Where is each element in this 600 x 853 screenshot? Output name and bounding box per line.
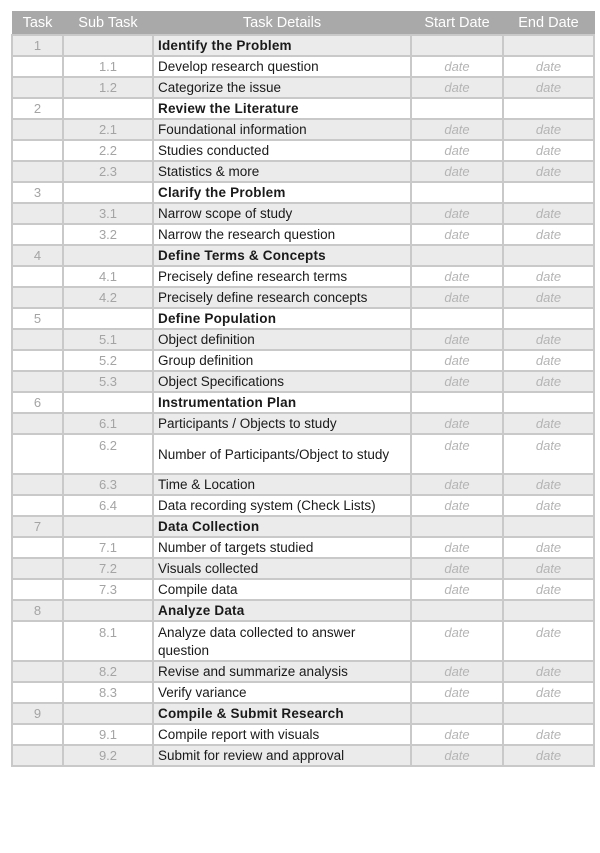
end-date-cell: date: [503, 682, 594, 703]
subtask-row: [12, 266, 594, 287]
start-date-cell: date: [411, 661, 503, 682]
subtask-row: [12, 579, 594, 600]
start-date-cell: date: [411, 558, 503, 579]
subtask-number-cell: [63, 308, 153, 329]
subtask-number-cell: 4.1: [63, 266, 153, 287]
end-date-cell: date: [503, 203, 594, 224]
end-date-cell: date: [503, 724, 594, 745]
end-date-cell: [503, 98, 594, 119]
task-number-cell: [12, 495, 63, 516]
task-title-cell: Identify the Problem: [153, 35, 411, 56]
start-date-cell: date: [411, 621, 503, 661]
subtask-detail-cell: Categorize the issue: [153, 77, 411, 98]
subtask-detail-cell: Narrow scope of study: [153, 203, 411, 224]
subtask-number-cell: 8.3: [63, 682, 153, 703]
task-number-cell: 3: [12, 182, 63, 203]
subtask-number-cell: [63, 98, 153, 119]
task-row: [12, 308, 594, 329]
header-row: [12, 12, 594, 36]
subtask-number-cell: 6.3: [63, 474, 153, 495]
subtask-detail-cell: Narrow the research question: [153, 224, 411, 245]
subtask-detail-cell: Studies conducted: [153, 140, 411, 161]
subtask-detail-cell: Object definition: [153, 329, 411, 350]
end-date-cell: [503, 703, 594, 724]
subtask-number-cell: 2.1: [63, 119, 153, 140]
task-number-cell: 9: [12, 703, 63, 724]
subtask-row: [12, 371, 594, 392]
task-row: [12, 392, 594, 413]
subtask-number-cell: [63, 245, 153, 266]
start-date-cell: date: [411, 434, 503, 474]
subtask-row: [12, 621, 594, 661]
task-title-cell: Compile & Submit Research: [153, 703, 411, 724]
end-date-cell: date: [503, 224, 594, 245]
subtask-number-cell: [63, 703, 153, 724]
task-number-cell: [12, 161, 63, 182]
end-date-cell: date: [503, 434, 594, 474]
header-start-date: Start Date: [411, 12, 503, 36]
subtask-number-cell: [63, 600, 153, 621]
end-date-cell: date: [503, 119, 594, 140]
start-date-cell: date: [411, 77, 503, 98]
start-date-cell: [411, 245, 503, 266]
task-number-cell: 6: [12, 392, 63, 413]
end-date-cell: [503, 245, 594, 266]
end-date-cell: date: [503, 621, 594, 661]
subtask-row: [12, 161, 594, 182]
subtask-detail-cell: Number of Participants/Object to study: [153, 434, 411, 474]
header-sub-task: Sub Task: [63, 12, 153, 36]
subtask-number-cell: 6.1: [63, 413, 153, 434]
subtask-row: [12, 413, 594, 434]
subtask-detail-cell: Compile report with visuals: [153, 724, 411, 745]
subtask-detail-cell: Submit for review and approval: [153, 745, 411, 766]
task-schedule-table-container: [11, 11, 593, 767]
end-date-cell: [503, 600, 594, 621]
end-date-cell: date: [503, 266, 594, 287]
start-date-cell: date: [411, 140, 503, 161]
start-date-cell: date: [411, 287, 503, 308]
subtask-number-cell: 5.1: [63, 329, 153, 350]
end-date-cell: [503, 516, 594, 537]
task-number-cell: [12, 56, 63, 77]
end-date-cell: date: [503, 287, 594, 308]
end-date-cell: date: [503, 474, 594, 495]
task-row: [12, 182, 594, 203]
subtask-row: [12, 745, 594, 766]
subtask-number-cell: 6.2: [63, 434, 153, 474]
task-row: [12, 35, 594, 56]
subtask-detail-cell: Precisely define research terms: [153, 266, 411, 287]
start-date-cell: date: [411, 682, 503, 703]
start-date-cell: date: [411, 350, 503, 371]
subtask-number-cell: 7.2: [63, 558, 153, 579]
subtask-number-cell: 3.2: [63, 224, 153, 245]
subtask-row: [12, 119, 594, 140]
start-date-cell: date: [411, 56, 503, 77]
start-date-cell: date: [411, 745, 503, 766]
start-date-cell: [411, 35, 503, 56]
start-date-cell: date: [411, 119, 503, 140]
subtask-detail-cell: Participants / Objects to study: [153, 413, 411, 434]
subtask-row: [12, 434, 594, 474]
subtask-detail-cell: Visuals collected: [153, 558, 411, 579]
task-title-cell: Review the Literature: [153, 98, 411, 119]
start-date-cell: date: [411, 413, 503, 434]
task-number-cell: [12, 350, 63, 371]
end-date-cell: date: [503, 413, 594, 434]
end-date-cell: date: [503, 350, 594, 371]
task-number-cell: [12, 140, 63, 161]
start-date-cell: [411, 98, 503, 119]
start-date-cell: [411, 600, 503, 621]
start-date-cell: date: [411, 161, 503, 182]
subtask-number-cell: 5.2: [63, 350, 153, 371]
end-date-cell: [503, 35, 594, 56]
subtask-detail-cell: Foundational information: [153, 119, 411, 140]
start-date-cell: date: [411, 203, 503, 224]
subtask-row: [12, 56, 594, 77]
task-number-cell: [12, 434, 63, 474]
start-date-cell: date: [411, 371, 503, 392]
subtask-row: [12, 287, 594, 308]
subtask-row: [12, 537, 594, 558]
task-number-cell: [12, 474, 63, 495]
start-date-cell: date: [411, 474, 503, 495]
task-title-cell: Define Population: [153, 308, 411, 329]
task-number-cell: 8: [12, 600, 63, 621]
subtask-number-cell: 5.3: [63, 371, 153, 392]
task-number-cell: [12, 287, 63, 308]
subtask-detail-cell: Data recording system (Check Lists): [153, 495, 411, 516]
subtask-row: [12, 682, 594, 703]
subtask-row: [12, 350, 594, 371]
task-number-cell: 7: [12, 516, 63, 537]
task-number-cell: [12, 537, 63, 558]
subtask-detail-cell: Number of targets studied: [153, 537, 411, 558]
subtask-row: [12, 224, 594, 245]
end-date-cell: date: [503, 558, 594, 579]
header-task-details: Task Details: [153, 12, 411, 36]
end-date-cell: [503, 308, 594, 329]
task-row: [12, 516, 594, 537]
task-number-cell: [12, 724, 63, 745]
task-number-cell: 4: [12, 245, 63, 266]
task-number-cell: [12, 371, 63, 392]
start-date-cell: date: [411, 266, 503, 287]
task-title-cell: Clarify the Problem: [153, 182, 411, 203]
task-number-cell: [12, 413, 63, 434]
end-date-cell: date: [503, 56, 594, 77]
subtask-number-cell: 9.2: [63, 745, 153, 766]
subtask-number-cell: 8.1: [63, 621, 153, 661]
task-number-cell: 1: [12, 35, 63, 56]
task-number-cell: [12, 119, 63, 140]
start-date-cell: [411, 516, 503, 537]
task-number-cell: [12, 558, 63, 579]
end-date-cell: date: [503, 161, 594, 182]
subtask-number-cell: [63, 182, 153, 203]
table-header: [12, 12, 594, 36]
subtask-row: [12, 558, 594, 579]
end-date-cell: [503, 182, 594, 203]
task-row: [12, 98, 594, 119]
subtask-detail-cell: Statistics & more: [153, 161, 411, 182]
task-title-cell: Analyze Data: [153, 600, 411, 621]
subtask-detail-cell: Analyze data collected to answer question: [153, 621, 411, 661]
subtask-detail-cell: Compile data: [153, 579, 411, 600]
task-row: [12, 703, 594, 724]
end-date-cell: date: [503, 661, 594, 682]
start-date-cell: date: [411, 537, 503, 558]
end-date-cell: date: [503, 745, 594, 766]
start-date-cell: date: [411, 579, 503, 600]
task-title-cell: Instrumentation Plan: [153, 392, 411, 413]
start-date-cell: [411, 392, 503, 413]
end-date-cell: date: [503, 371, 594, 392]
subtask-number-cell: [63, 516, 153, 537]
task-row: [12, 600, 594, 621]
subtask-detail-cell: Precisely define research concepts: [153, 287, 411, 308]
subtask-detail-cell: Object Specifications: [153, 371, 411, 392]
task-number-cell: [12, 224, 63, 245]
subtask-row: [12, 495, 594, 516]
subtask-row: [12, 77, 594, 98]
subtask-number-cell: [63, 392, 153, 413]
start-date-cell: date: [411, 224, 503, 245]
start-date-cell: [411, 308, 503, 329]
task-number-cell: [12, 621, 63, 661]
task-number-cell: [12, 661, 63, 682]
subtask-number-cell: 2.3: [63, 161, 153, 182]
end-date-cell: date: [503, 140, 594, 161]
task-number-cell: 2: [12, 98, 63, 119]
subtask-row: [12, 203, 594, 224]
task-number-cell: [12, 745, 63, 766]
subtask-detail-cell: Develop research question: [153, 56, 411, 77]
end-date-cell: date: [503, 579, 594, 600]
task-number-cell: [12, 203, 63, 224]
subtask-row: [12, 474, 594, 495]
start-date-cell: date: [411, 329, 503, 350]
subtask-number-cell: 2.2: [63, 140, 153, 161]
subtask-number-cell: 1.1: [63, 56, 153, 77]
subtask-row: [12, 724, 594, 745]
subtask-detail-cell: Group definition: [153, 350, 411, 371]
subtask-number-cell: 1.2: [63, 77, 153, 98]
subtask-row: [12, 661, 594, 682]
end-date-cell: date: [503, 495, 594, 516]
header-task: Task: [12, 12, 63, 36]
start-date-cell: [411, 182, 503, 203]
end-date-cell: date: [503, 77, 594, 98]
end-date-cell: date: [503, 537, 594, 558]
start-date-cell: [411, 703, 503, 724]
task-title-cell: Data Collection: [153, 516, 411, 537]
task-row: [12, 245, 594, 266]
end-date-cell: [503, 392, 594, 413]
subtask-number-cell: 8.2: [63, 661, 153, 682]
task-title-cell: Define Terms & Concepts: [153, 245, 411, 266]
task-schedule-table: [11, 11, 595, 767]
task-number-cell: [12, 682, 63, 703]
subtask-row: [12, 329, 594, 350]
subtask-number-cell: 7.3: [63, 579, 153, 600]
subtask-detail-cell: Revise and summarize analysis: [153, 661, 411, 682]
task-number-cell: 5: [12, 308, 63, 329]
task-number-cell: [12, 77, 63, 98]
end-date-cell: date: [503, 329, 594, 350]
start-date-cell: date: [411, 724, 503, 745]
table-body: [12, 35, 594, 766]
subtask-number-cell: 6.4: [63, 495, 153, 516]
subtask-detail-cell: Verify variance: [153, 682, 411, 703]
subtask-number-cell: 7.1: [63, 537, 153, 558]
header-end-date: End Date: [503, 12, 594, 36]
subtask-number-cell: [63, 35, 153, 56]
start-date-cell: date: [411, 495, 503, 516]
subtask-row: [12, 140, 594, 161]
task-number-cell: [12, 579, 63, 600]
task-number-cell: [12, 329, 63, 350]
subtask-detail-cell: Time & Location: [153, 474, 411, 495]
task-number-cell: [12, 266, 63, 287]
subtask-number-cell: 3.1: [63, 203, 153, 224]
subtask-number-cell: 9.1: [63, 724, 153, 745]
subtask-number-cell: 4.2: [63, 287, 153, 308]
